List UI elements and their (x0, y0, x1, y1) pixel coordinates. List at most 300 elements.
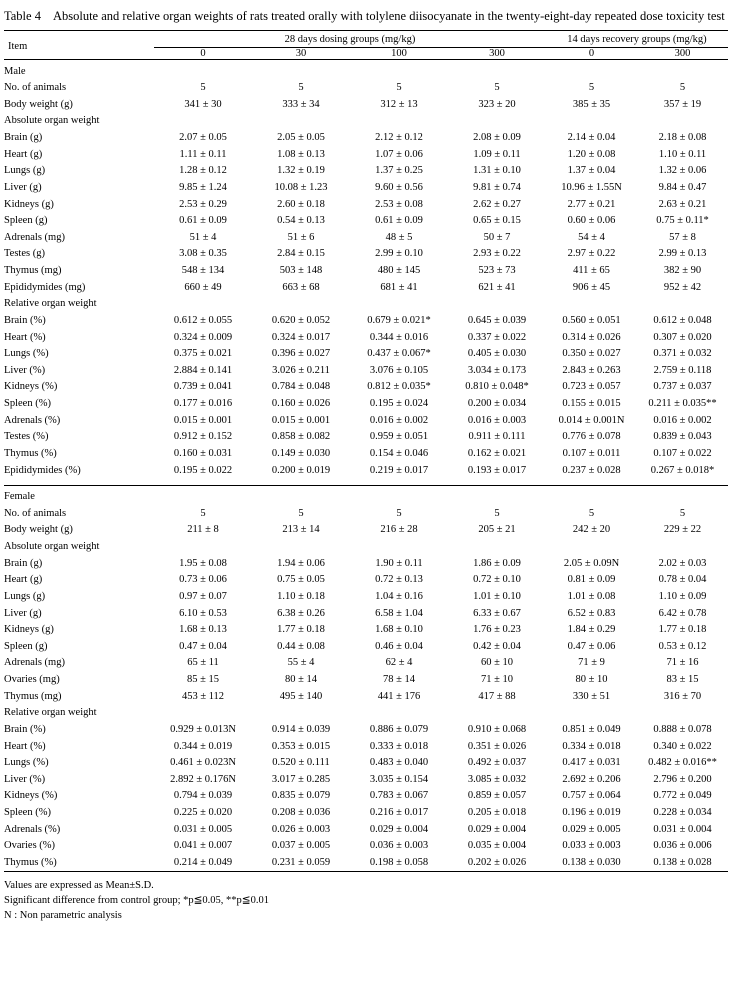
row-label: Adrenals (mg) (4, 657, 65, 669)
data-cell: 480 ± 145 (377, 265, 421, 277)
data-cell: 3.085 ± 0.032 (467, 773, 527, 785)
table-row (4, 279, 728, 296)
data-cell: 0.794 ± 0.039 (173, 790, 233, 802)
data-cell: 0.839 ± 0.043 (653, 431, 712, 443)
data-cell: 0.959 ± 0.051 (369, 431, 429, 443)
data-cell: 2.05 ± 0.05 (277, 132, 325, 144)
data-cell: 242 ± 20 (572, 524, 611, 536)
data-cell: 2.14 ± 0.04 (567, 132, 616, 144)
empty-cell (154, 489, 252, 506)
data-cell: 0.73 ± 0.06 (179, 574, 227, 586)
data-cell (637, 113, 728, 130)
row-label: Heart (%) (4, 740, 46, 752)
data-cell: 2.60 ± 0.18 (277, 198, 325, 210)
table-row (4, 771, 728, 788)
data-cell: 0.314 ± 0.026 (562, 331, 621, 343)
data-cell: 5 (396, 507, 402, 519)
data-cell: 1.28 ± 0.12 (179, 165, 227, 177)
row-label: Heart (g) (4, 148, 43, 160)
table-row (4, 688, 728, 705)
data-cell: 0.60 ± 0.06 (567, 215, 616, 227)
data-cell: 0.200 ± 0.034 (467, 398, 527, 410)
data-cell: 1.37 ± 0.25 (375, 165, 423, 177)
data-cell: 48 ± 5 (385, 231, 413, 243)
data-cell (546, 705, 637, 722)
row-label: Spleen (%) (4, 398, 51, 410)
footnote-mean-sd: Values are expressed as Mean±S.D. (4, 879, 154, 891)
data-cell: 83 ± 15 (666, 674, 699, 686)
table-row (4, 522, 728, 539)
row-label: Epididymides (mg) (4, 281, 86, 293)
data-cell (252, 539, 350, 556)
data-cell (350, 705, 448, 722)
data-cell: 5 (200, 82, 206, 94)
data-cell: 0.812 ± 0.035* (367, 381, 431, 393)
data-cell: 0.237 ± 0.028 (562, 464, 621, 476)
data-cell: 0.723 ± 0.057 (562, 381, 621, 393)
data-cell (637, 705, 728, 722)
col-header-dosing-groups: 28 days dosing groups (mg/kg) (154, 34, 546, 48)
table-row (4, 505, 728, 522)
data-cell: 906 ± 45 (572, 281, 611, 293)
data-cell (350, 113, 448, 130)
empty-cell (448, 63, 546, 80)
row-label: Kidneys (g) (4, 198, 54, 210)
data-cell: 0.912 ± 0.152 (173, 431, 233, 443)
data-cell (350, 539, 448, 556)
row-label: Brain (g) (4, 557, 43, 569)
data-cell: 2.692 ± 0.206 (562, 773, 621, 785)
data-cell: 0.612 ± 0.048 (653, 314, 712, 326)
table-row (4, 738, 728, 755)
data-cell (448, 296, 546, 313)
data-cell: 1.76 ± 0.23 (473, 624, 521, 636)
data-cell: 9.81 ± 0.74 (473, 181, 521, 193)
data-cell: 0.344 ± 0.016 (369, 331, 429, 343)
data-cell: 1.77 ± 0.18 (277, 624, 325, 636)
data-cell: 1.68 ± 0.13 (179, 624, 227, 636)
dose-0: 0 (200, 48, 206, 59)
data-cell: 3.035 ± 0.154 (369, 773, 429, 785)
table-row (4, 588, 728, 605)
data-cell: 0.97 ± 0.07 (179, 590, 227, 602)
data-cell: 0.160 ± 0.026 (271, 398, 331, 410)
data-cell: 1.32 ± 0.19 (277, 165, 325, 177)
dose-30: 30 (295, 48, 307, 59)
data-cell (154, 539, 252, 556)
data-cell: 1.37 ± 0.04 (567, 165, 616, 177)
data-cell: 5 (200, 507, 206, 519)
row-label: Lungs (g) (4, 165, 46, 177)
data-cell: 2.02 ± 0.03 (658, 557, 707, 569)
row-label: Liver (g) (4, 607, 42, 619)
data-cell: 80 ± 10 (575, 674, 608, 686)
table-row (4, 555, 728, 572)
data-cell: 0.620 ± 0.052 (271, 314, 331, 326)
data-cell: 0.205 ± 0.018 (467, 807, 527, 819)
data-cell: 0.351 ± 0.026 (467, 740, 527, 752)
footnote-significance: Significant difference from control group; *p≦0.05, **p≦0.01 (4, 894, 269, 906)
data-cell: 0.81 ± 0.09 (567, 574, 616, 586)
data-cell: 71 ± 16 (666, 657, 699, 669)
data-cell: 10.96 ± 1.55N (561, 181, 622, 193)
data-cell: 1.09 ± 0.11 (473, 148, 521, 160)
row-label: Liver (g) (4, 181, 42, 193)
table-row (4, 229, 728, 246)
data-cell: 0.231 ± 0.059 (271, 856, 331, 868)
footnote-nonparametric: N : Non parametric analysis (4, 909, 122, 921)
group-header-row (4, 34, 728, 48)
data-cell: 0.200 ± 0.019 (271, 464, 331, 476)
data-cell: 6.58 ± 1.04 (375, 607, 423, 619)
table-row (4, 379, 728, 396)
data-cell: 0.107 ± 0.011 (562, 447, 621, 459)
table-row (4, 80, 728, 97)
row-label: Testes (g) (4, 248, 45, 260)
data-cell: 0.216 ± 0.017 (369, 807, 429, 819)
table-row (4, 462, 728, 479)
caption-label: Table 4 (4, 9, 41, 23)
data-cell: 213 ± 14 (282, 524, 320, 536)
data-cell: 0.029 ± 0.004 (369, 823, 429, 835)
row-label: Brain (%) (4, 723, 46, 735)
data-cell: 0.61 ± 0.09 (375, 215, 423, 227)
data-cell: 2.97 ± 0.22 (567, 248, 616, 260)
table-row (4, 854, 728, 871)
table-row (4, 788, 728, 805)
data-cell: 0.405 ± 0.030 (467, 348, 527, 360)
data-cell: 0.196 ± 0.019 (562, 807, 621, 819)
table-row (4, 96, 728, 113)
data-cell: 6.52 ± 0.83 (567, 607, 616, 619)
row-label: Kidneys (g) (4, 624, 54, 636)
data-cell: 1.01 ± 0.10 (473, 590, 521, 602)
data-cell: 0.155 ± 0.015 (562, 398, 621, 410)
data-cell: 0.810 ± 0.048* (465, 381, 529, 393)
data-cell (637, 539, 728, 556)
data-cell: 1.68 ± 0.10 (375, 624, 423, 636)
table-row (4, 805, 728, 822)
table-caption (0, 0, 732, 30)
data-cell: 1.10 ± 0.09 (658, 590, 707, 602)
data-cell: 0.858 ± 0.082 (271, 431, 331, 443)
data-cell: 0.929 ± 0.013N (170, 723, 236, 735)
table-row (4, 821, 728, 838)
data-cell: 205 ± 21 (478, 524, 516, 536)
data-cell: 382 ± 90 (663, 265, 702, 277)
table-row (4, 396, 728, 413)
data-cell: 9.84 ± 0.47 (658, 181, 707, 193)
data-cell: 0.483 ± 0.040 (369, 757, 429, 769)
data-cell: 0.886 ± 0.079 (369, 723, 429, 735)
data-cell: 1.31 ± 0.10 (473, 165, 521, 177)
data-cell: 1.84 ± 0.29 (567, 624, 616, 636)
data-cell: 0.036 ± 0.006 (653, 840, 712, 852)
section-title-row (4, 63, 728, 80)
row-label: Lungs (%) (4, 348, 49, 360)
data-cell: 0.42 ± 0.04 (473, 640, 521, 652)
row-label: Spleen (g) (4, 215, 48, 227)
data-cell: 0.267 ± 0.018* (650, 464, 715, 476)
section-title: Female (4, 491, 35, 503)
data-cell: 0.75 ± 0.05 (277, 574, 325, 586)
data-cell: 341 ± 30 (184, 98, 222, 110)
data-cell: 0.015 ± 0.001 (173, 414, 233, 426)
table-row (4, 755, 728, 772)
table-row (4, 296, 728, 313)
data-cell: 0.65 ± 0.15 (473, 215, 521, 227)
data-cell: 0.324 ± 0.009 (173, 331, 233, 343)
data-cell: 2.884 ± 0.141 (173, 364, 233, 376)
data-cell: 548 ± 134 (181, 265, 225, 277)
data-cell: 0.44 ± 0.08 (277, 640, 325, 652)
empty-cell (448, 489, 546, 506)
table-row (4, 638, 728, 655)
data-cell: 1.90 ± 0.11 (375, 557, 423, 569)
row-label: Kidneys (%) (4, 381, 58, 393)
data-cell: 0.482 ± 0.016** (648, 757, 717, 769)
data-cell: 0.015 ± 0.001 (271, 414, 331, 426)
data-cell: 0.208 ± 0.036 (271, 807, 331, 819)
data-cell (252, 705, 350, 722)
table-row (4, 312, 728, 329)
row-label: Absolute organ weight (4, 541, 100, 553)
data-cell: 62 ± 4 (385, 657, 413, 669)
data-cell: 0.757 ± 0.064 (562, 790, 621, 802)
data-cell: 2.796 ± 0.200 (653, 773, 712, 785)
data-cell: 3.017 ± 0.285 (271, 773, 331, 785)
data-cell: 0.340 ± 0.022 (653, 740, 712, 752)
data-cell: 0.375 ± 0.021 (173, 348, 233, 360)
data-cell: 5 (679, 82, 686, 94)
data-cell: 0.344 ± 0.019 (173, 740, 233, 752)
data-cell: 0.910 ± 0.068 (467, 723, 527, 735)
data-cell: 5 (588, 507, 595, 519)
organ-weight-table (4, 30, 728, 875)
data-cell: 5 (298, 507, 304, 519)
data-cell: 3.076 ± 0.105 (369, 364, 429, 376)
data-cell: 0.149 ± 0.030 (271, 447, 331, 459)
data-cell: 0.737 ± 0.037 (653, 381, 712, 393)
data-cell: 0.016 ± 0.002 (369, 414, 429, 426)
data-cell: 0.307 ± 0.020 (653, 331, 712, 343)
data-cell: 211 ± 8 (187, 524, 219, 536)
row-label: Relative organ weight (4, 707, 97, 719)
data-cell (546, 539, 637, 556)
data-cell: 1.07 ± 0.06 (375, 148, 423, 160)
empty-cell (154, 63, 252, 80)
table-row (4, 196, 728, 213)
row-label: Absolute organ weight (4, 115, 100, 127)
data-cell: 2.05 ± 0.09N (563, 557, 620, 569)
data-cell: 1.10 ± 0.11 (658, 148, 707, 160)
row-label: Thymus (mg) (4, 690, 62, 702)
caption-text: Absolute and relative organ weights of rats treated orally with tolylene diisocyanate in the twenty-eight-day repeated dose toxicity test (52, 9, 725, 23)
row-label: No. of animals (4, 507, 67, 519)
data-cell: 0.334 ± 0.018 (562, 740, 621, 752)
row-label: Testes (%) (4, 431, 49, 443)
data-cell: 0.225 ± 0.020 (173, 807, 233, 819)
data-cell: 0.47 ± 0.04 (179, 640, 227, 652)
data-cell: 0.645 ± 0.039 (467, 314, 527, 326)
data-cell (350, 296, 448, 313)
data-cell: 2.12 ± 0.12 (375, 132, 423, 144)
empty-cell (252, 63, 350, 80)
data-cell: 1.86 ± 0.09 (473, 557, 521, 569)
data-cell: 0.47 ± 0.06 (567, 640, 616, 652)
row-label: Brain (g) (4, 132, 43, 144)
data-cell: 9.85 ± 1.24 (179, 181, 227, 193)
table-row (4, 346, 728, 363)
row-label: Adrenals (%) (4, 823, 61, 835)
data-cell: 312 ± 13 (380, 98, 418, 110)
data-cell: 0.016 ± 0.002 (653, 414, 712, 426)
data-cell: 385 ± 35 (572, 98, 611, 110)
data-cell: 1.08 ± 0.13 (277, 148, 325, 160)
row-label: Lungs (%) (4, 757, 49, 769)
data-cell: 1.32 ± 0.06 (658, 165, 707, 177)
data-cell: 0.337 ± 0.022 (467, 331, 527, 343)
row-label: Body weight (g) (4, 98, 73, 110)
data-cell: 0.560 ± 0.051 (562, 314, 621, 326)
data-cell: 71 ± 10 (480, 674, 513, 686)
data-cell: 0.914 ± 0.039 (271, 723, 331, 735)
recovery-dose-300: 300 (674, 48, 691, 59)
data-cell: 0.396 ± 0.027 (271, 348, 331, 360)
row-label: Lungs (g) (4, 590, 46, 602)
data-cell: 0.202 ± 0.026 (467, 856, 527, 868)
table-row (4, 179, 728, 196)
data-cell: 0.520 ± 0.111 (272, 757, 330, 769)
data-cell: 2.99 ± 0.13 (658, 248, 707, 260)
table-row (4, 605, 728, 622)
row-label: Epididymides (%) (4, 464, 81, 476)
empty-cell (350, 63, 448, 80)
data-cell: 57 ± 8 (669, 231, 696, 243)
table-row (4, 655, 728, 672)
table-row (4, 705, 728, 722)
data-cell: 663 ± 68 (282, 281, 320, 293)
data-cell: 495 ± 140 (279, 690, 323, 702)
dose-300: 300 (489, 48, 505, 59)
data-cell: 2.892 ± 0.176N (170, 773, 236, 785)
row-label: Adrenals (mg) (4, 231, 65, 243)
data-cell: 0.107 ± 0.022 (653, 447, 712, 459)
data-cell: 0.784 ± 0.048 (271, 381, 331, 393)
data-cell: 441 ± 176 (377, 690, 421, 702)
row-label: Spleen (g) (4, 640, 48, 652)
table-row (4, 412, 728, 429)
data-cell: 2.843 ± 0.263 (562, 364, 621, 376)
data-cell: 0.138 ± 0.030 (562, 856, 621, 868)
data-cell: 0.041 ± 0.007 (173, 840, 233, 852)
data-cell (637, 296, 728, 313)
table-row (4, 622, 728, 639)
data-cell: 3.034 ± 0.173 (467, 364, 527, 376)
data-cell: 3.08 ± 0.35 (179, 248, 227, 260)
data-cell: 0.036 ± 0.003 (369, 840, 429, 852)
data-cell: 0.037 ± 0.005 (271, 840, 331, 852)
data-cell (252, 296, 350, 313)
data-cell: 660 ± 49 (184, 281, 222, 293)
data-cell: 0.72 ± 0.10 (473, 574, 521, 586)
data-cell: 453 ± 112 (181, 690, 225, 702)
data-cell: 2.07 ± 0.05 (179, 132, 227, 144)
data-cell: 2.62 ± 0.27 (473, 198, 521, 210)
data-cell: 0.859 ± 0.057 (467, 790, 527, 802)
data-cell: 0.214 ± 0.049 (173, 856, 233, 868)
data-cell: 0.154 ± 0.046 (369, 447, 429, 459)
section-title: Male (4, 65, 26, 77)
data-cell: 316 ± 70 (663, 690, 702, 702)
empty-cell (637, 63, 728, 80)
data-cell (448, 705, 546, 722)
data-cell: 1.11 ± 0.11 (179, 148, 227, 160)
row-label: Spleen (%) (4, 807, 51, 819)
data-cell (252, 113, 350, 130)
table-row (4, 163, 728, 180)
data-cell: 0.461 ± 0.023N (170, 757, 236, 769)
data-cell: 523 ± 73 (478, 265, 516, 277)
data-cell: 78 ± 14 (382, 674, 415, 686)
data-cell: 0.78 ± 0.04 (658, 574, 707, 586)
data-cell: 0.198 ± 0.058 (369, 856, 429, 868)
row-label: Adrenals (%) (4, 414, 61, 426)
row-label: Ovaries (%) (4, 840, 56, 852)
data-cell: 80 ± 14 (284, 674, 317, 686)
row-label: No. of animals (4, 82, 67, 94)
data-cell: 621 ± 41 (478, 281, 516, 293)
data-cell: 2.759 ± 0.118 (653, 364, 712, 376)
data-cell: 2.08 ± 0.09 (473, 132, 521, 144)
data-cell: 1.01 ± 0.08 (567, 590, 616, 602)
data-cell: 0.029 ± 0.004 (467, 823, 527, 835)
data-cell: 0.61 ± 0.09 (179, 215, 227, 227)
table-row (4, 445, 728, 462)
table-row (4, 146, 728, 163)
data-cell (448, 539, 546, 556)
empty-cell (637, 489, 728, 506)
data-cell (546, 113, 637, 130)
data-cell: 952 ± 42 (663, 281, 702, 293)
data-cell: 411 ± 65 (573, 265, 610, 277)
data-cell: 0.679 ± 0.021* (367, 314, 431, 326)
data-cell: 0.72 ± 0.13 (375, 574, 423, 586)
data-cell: 6.10 ± 0.53 (179, 607, 227, 619)
data-cell: 0.776 ± 0.078 (562, 431, 621, 443)
data-cell: 5 (298, 82, 304, 94)
data-cell (154, 296, 252, 313)
data-cell: 60 ± 10 (480, 657, 513, 669)
row-label: Ovaries (mg) (4, 674, 60, 686)
data-cell: 0.138 ± 0.028 (653, 856, 712, 868)
data-cell: 0.350 ± 0.027 (562, 348, 621, 360)
table-row (4, 429, 728, 446)
data-cell: 0.195 ± 0.024 (369, 398, 429, 410)
data-cell: 0.031 ± 0.004 (653, 823, 712, 835)
data-cell: 0.417 ± 0.031 (562, 757, 621, 769)
data-cell: 2.53 ± 0.08 (375, 198, 423, 210)
data-cell: 51 ± 6 (287, 231, 315, 243)
row-label: Brain (%) (4, 314, 46, 326)
data-cell: 0.160 ± 0.031 (173, 447, 233, 459)
data-cell: 1.04 ± 0.16 (375, 590, 423, 602)
data-cell: 2.18 ± 0.08 (658, 132, 707, 144)
table-row (4, 329, 728, 346)
row-label: Liver (%) (4, 773, 46, 785)
data-cell: 0.75 ± 0.11* (656, 215, 709, 227)
row-label: Body weight (g) (4, 524, 73, 536)
